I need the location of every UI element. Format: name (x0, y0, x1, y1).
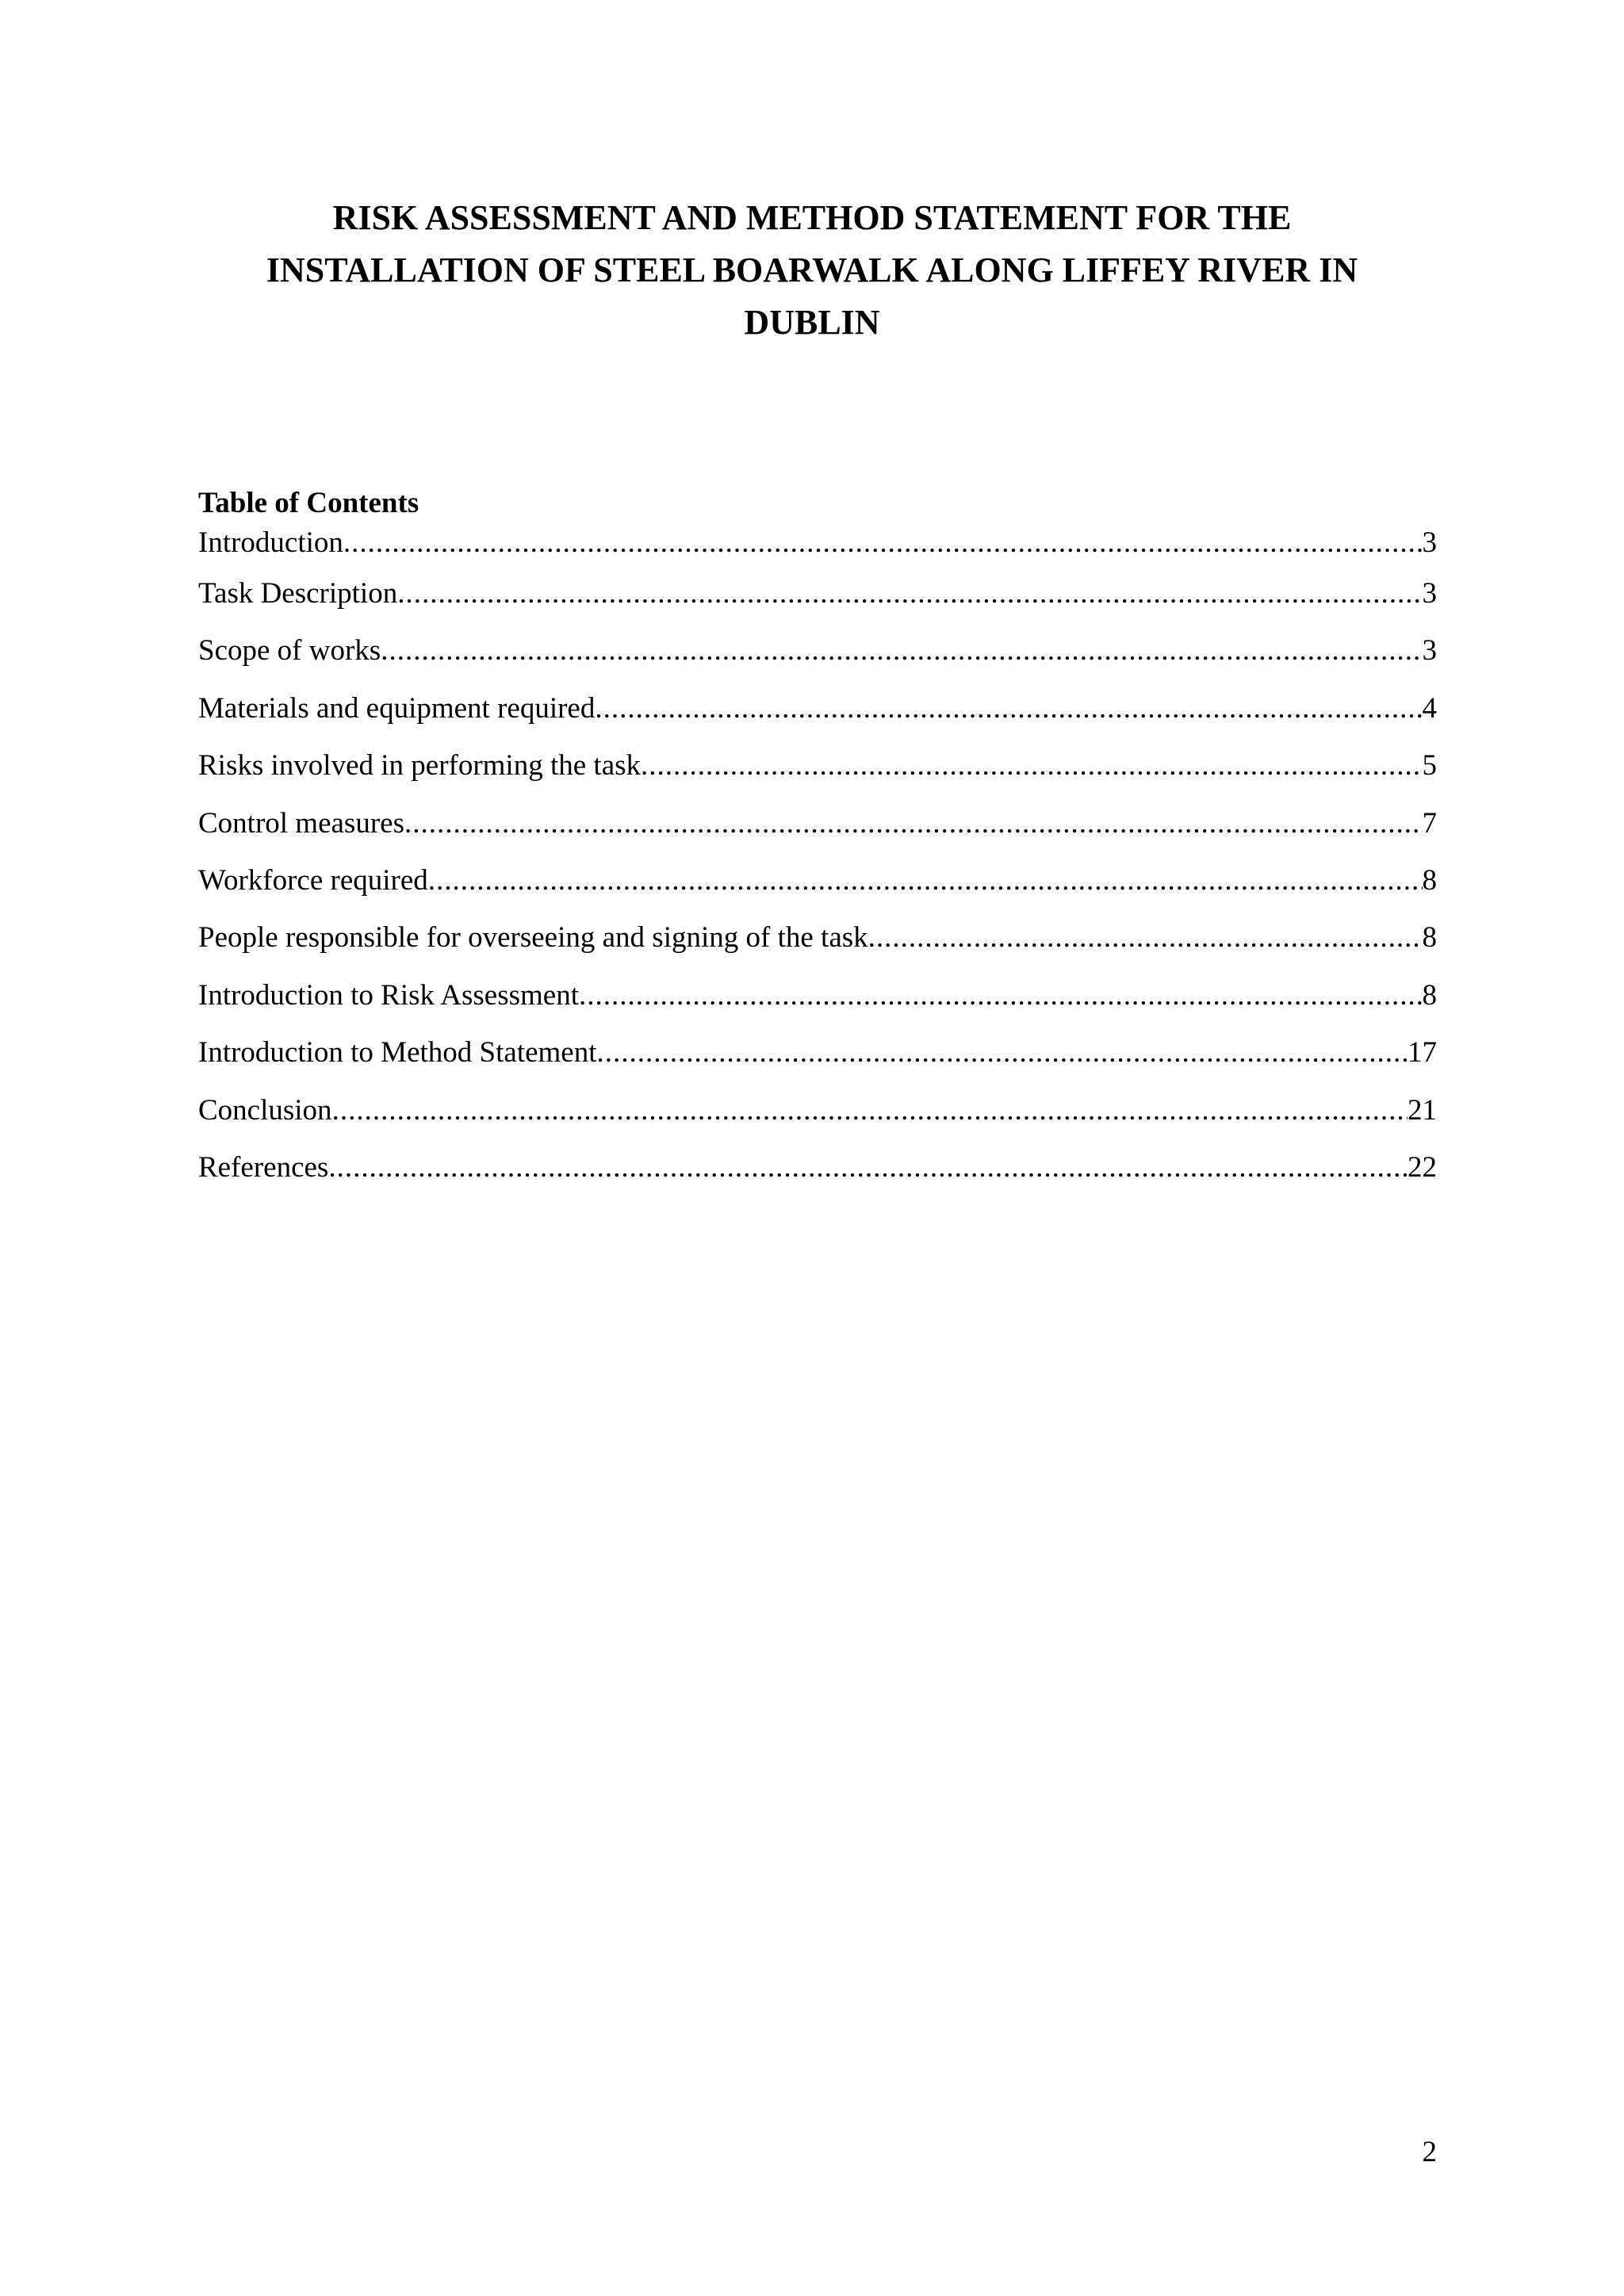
toc-entry-label: Risks involved in performing the task (198, 749, 642, 783)
document-title-line-3: DUBLIN (744, 303, 880, 342)
toc-entry-risks-involved[interactable] (198, 746, 1437, 803)
toc-entry-page: 3 (1422, 577, 1437, 610)
toc-leader-dots (641, 746, 1422, 786)
toc-entry-task-description[interactable] (198, 574, 1437, 631)
toc-leader-dots (597, 1033, 1408, 1073)
toc-entry-workforce-required[interactable] (198, 861, 1437, 918)
toc-leader-dots (343, 523, 1423, 563)
document-title-line-1: RISK ASSESSMENT AND METHOD STATEMENT FOR THE (332, 198, 1292, 237)
toc-entry-label: Control measures (198, 806, 404, 840)
toc-entry-label: Workforce required (198, 863, 428, 897)
toc-entry-label: Scope of works (198, 634, 381, 668)
toc-entry-page: 7 (1422, 806, 1437, 840)
toc-entry-label: Introduction to Risk Assessment (198, 978, 579, 1012)
toc-entry-conclusion[interactable] (198, 1091, 1437, 1148)
toc-entry-label: References (198, 1150, 329, 1184)
toc-entry-label: Conclusion (198, 1093, 332, 1127)
document-title-line-2: INSTALLATION OF STEEL BOARWALK ALONG LIFFEY RIVER IN (266, 251, 1358, 289)
toc-entry-intro-risk-assessment[interactable] (198, 976, 1437, 1033)
toc-entry-control-measures[interactable] (198, 804, 1437, 861)
toc-entry-page: 21 (1408, 1093, 1437, 1127)
toc-entry-scope-of-works[interactable] (198, 631, 1437, 688)
toc-leader-dots (868, 918, 1423, 958)
toc-leader-dots (332, 1091, 1408, 1131)
toc-entry-label: Introduction (198, 526, 343, 559)
toc-heading: Table of Contents (198, 487, 419, 519)
toc-entry-page: 22 (1408, 1150, 1437, 1184)
toc-leader-dots (404, 804, 1423, 844)
page-number: 2 (1422, 2136, 1437, 2168)
toc-entry-intro-method-statement[interactable] (198, 1033, 1437, 1090)
toc-entry-label: People responsible for overseeing and signing of the task (198, 921, 868, 955)
toc-entry-page: 8 (1422, 863, 1437, 897)
toc-leader-dots (595, 689, 1422, 729)
toc-entry-page: 8 (1422, 978, 1437, 1012)
toc-leader-dots (381, 631, 1422, 671)
toc-entry-materials-and-equipment[interactable] (198, 689, 1437, 746)
toc-entry-page: 4 (1422, 691, 1437, 725)
toc-leader-dots (328, 1148, 1408, 1188)
toc-entry-references[interactable] (198, 1148, 1437, 1205)
toc-entry-page: 17 (1408, 1036, 1437, 1070)
toc-entry-label: Task Description (198, 577, 398, 610)
toc-entry-page: 5 (1422, 749, 1437, 783)
document-title (182, 192, 1442, 349)
toc-list (198, 523, 1437, 1205)
toc-leader-dots (579, 976, 1423, 1016)
toc-entry-page: 3 (1422, 526, 1437, 559)
toc-entry-label: Materials and equipment required (198, 691, 596, 725)
toc-entry-introduction[interactable] (198, 523, 1437, 574)
toc-leader-dots (397, 574, 1422, 614)
toc-entry-page: 8 (1422, 921, 1437, 955)
toc-entry-people-responsible[interactable] (198, 918, 1437, 975)
toc-entry-label: Introduction to Method Statement (198, 1036, 597, 1070)
table-of-contents (198, 484, 1437, 1205)
toc-entry-page: 3 (1422, 634, 1437, 668)
toc-leader-dots (428, 861, 1423, 901)
